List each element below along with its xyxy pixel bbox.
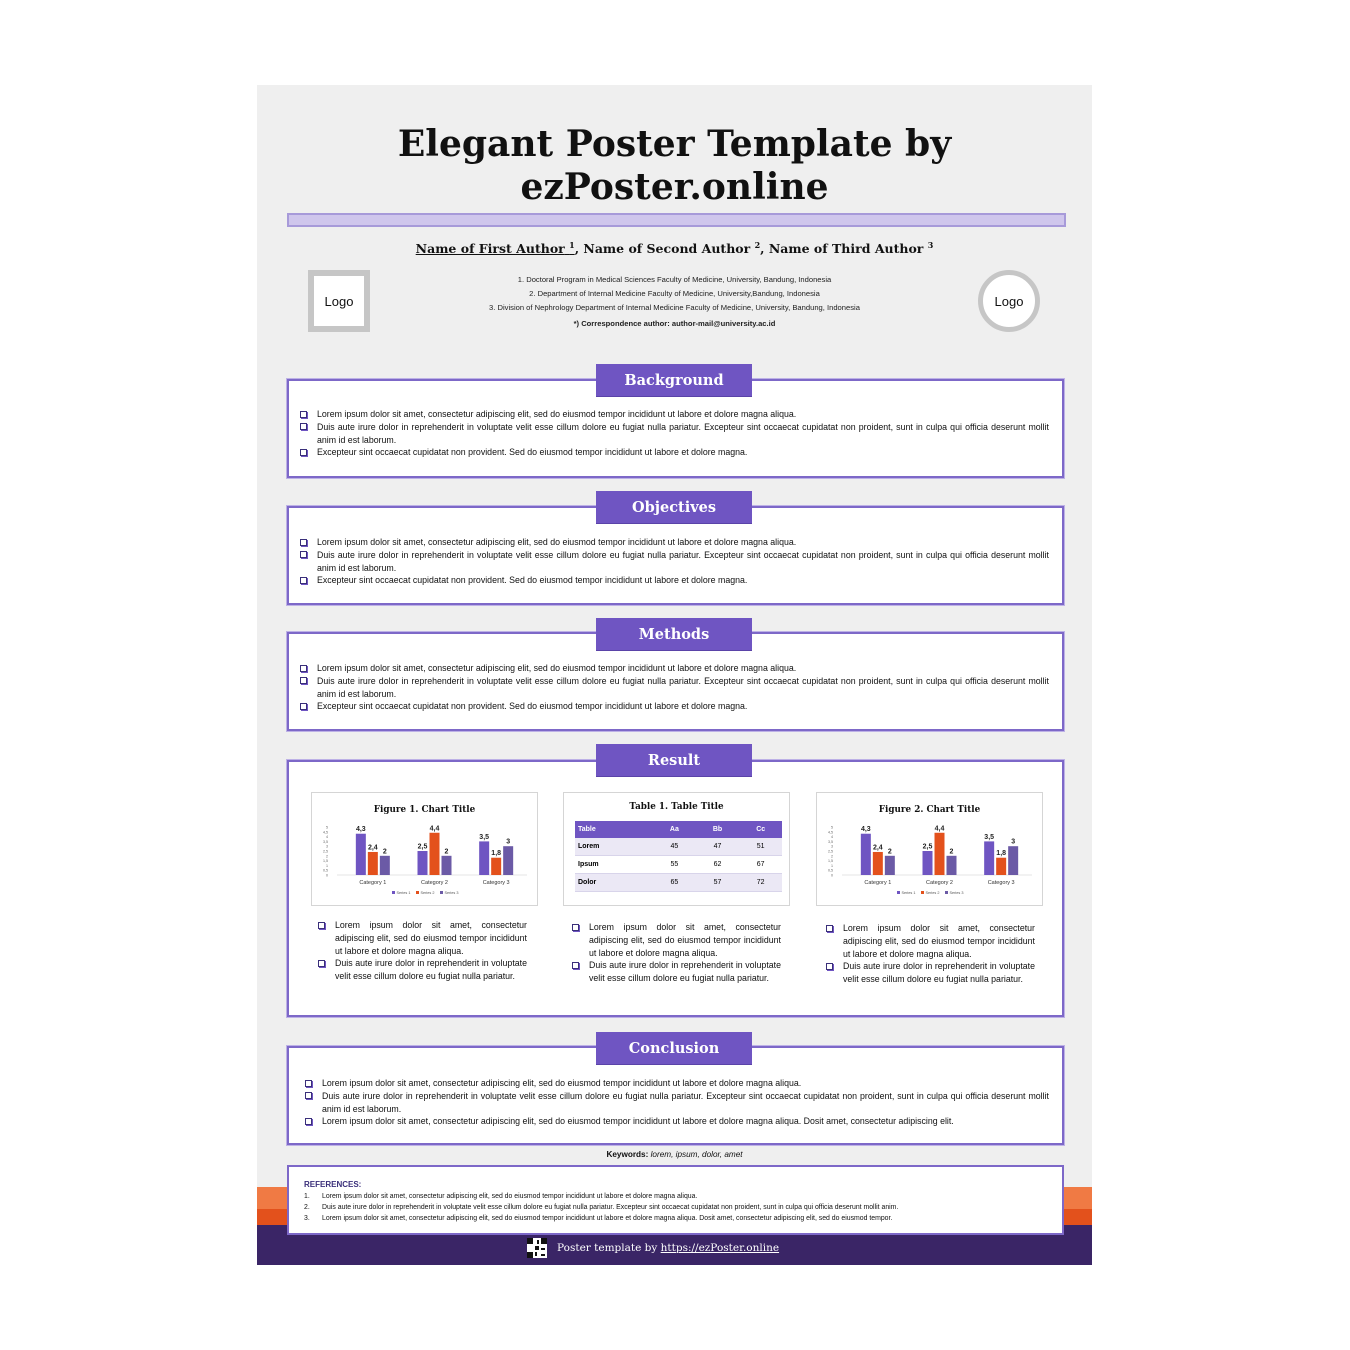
poster-title <box>257 123 1092 209</box>
table-header-cell: Table <box>575 821 653 838</box>
bar-data-label: 1,8 <box>491 850 502 858</box>
logo-left: Logo <box>308 270 370 332</box>
bar <box>984 841 994 875</box>
legend-label: Series 3 <box>949 891 964 895</box>
list-item: Lorem ipsum dolor sit amet, consectetur adipiscing elit, sed do eiusmod tempor incididunt ut labore et dolore magna aliqua. <box>299 662 1049 675</box>
figure-2 <box>816 792 1043 906</box>
table-header-cell: Cc <box>739 821 782 838</box>
legend-swatch <box>440 891 443 894</box>
table-header-cell: Aa <box>653 821 696 838</box>
legend-label: Series 1 <box>396 891 411 895</box>
list-item: Duis aute irure dolor in reprehenderit in voluptate velit esse cillum dolore eu fugiat nulla pariatur. Excepteur sint occaecat cupidatat non proident, sunt in culpa qui officia deserunt mollit anim id est laborum. <box>299 549 1049 575</box>
bar-data-label: 4,4 <box>934 825 945 833</box>
y-tick-label: 3,5 <box>323 839 328 844</box>
reference-item: 1. Lorem ipsum dolor sit amet, consectetur adipiscing elit, sed do eiusmod tempor incididunt ut labore et dolore magna aliqua. <box>304 1193 698 1200</box>
bar <box>418 851 428 875</box>
bar <box>491 858 501 875</box>
bar <box>947 856 957 875</box>
section-heading-objectives: Objectives <box>596 491 752 523</box>
category-label: Category 1 <box>359 880 387 886</box>
result-box <box>287 760 1064 1017</box>
bar-data-label: 3 <box>1011 838 1016 846</box>
title-line-2: ezPoster.online <box>520 166 829 208</box>
reference-item: 3. Lorem ipsum dolor sit amet, consectetur adipiscing elit, sed do eiusmod tempor incididunt ut labore et dolore magna aliqua. Dosit amet, consectetur adipiscing elit, sed do eiusmod tempor. <box>304 1215 893 1222</box>
background-list <box>299 408 1049 459</box>
methods-list <box>299 662 1049 713</box>
table-cell: 55 <box>653 856 696 874</box>
figure-2-title: Figure 2. Chart Title <box>878 805 981 815</box>
legend-label: Series 2 <box>420 891 435 895</box>
bar <box>430 833 440 875</box>
references-list <box>304 1191 1044 1224</box>
list-item: Duis aute irure dolor in reprehenderit in voluptate velit esse cillum dolore eu fugiat nulla pariatur. Excepteur sint occaecat cupidatat non proident, sunt in culpa qui officia deserunt mollit anim id est laborum. <box>299 675 1049 701</box>
bar-data-label: 2,4 <box>872 844 883 852</box>
figure-1-chart <box>312 793 537 905</box>
bar <box>503 846 513 875</box>
bar-data-label: 4,3 <box>860 826 871 834</box>
bar <box>923 851 933 875</box>
author-line: Name of First Author $^1$, Name of Second Author $^2$, Name of Third Author $^3$ <box>415 240 934 257</box>
bar-data-label: 3,5 <box>479 833 490 841</box>
table-cell: 62 <box>696 856 740 874</box>
legend-swatch <box>897 891 900 894</box>
bar-data-label: 1,8 <box>996 850 1007 858</box>
table-cell: Lorem <box>575 838 653 856</box>
footer-prefix: Poster template by <box>557 1242 661 1254</box>
table-header-cell: Bb <box>696 821 740 838</box>
y-tick-label: 0 <box>326 873 328 878</box>
y-tick-label: 5 <box>326 825 328 830</box>
y-tick-label: 4,5 <box>323 830 328 835</box>
legend-label: Series 2 <box>925 891 940 895</box>
y-tick-label: 1,5 <box>828 859 833 864</box>
bar-data-label: 3,5 <box>984 833 995 841</box>
list-item: Duis aute irure dolor in reprehenderit in voluptate velit esse cillum dolore eu fugiat nulla pariatur. <box>317 957 527 983</box>
y-tick-label: 0,5 <box>828 868 833 873</box>
category-label: Category 3 <box>482 880 510 886</box>
bar-data-label: 2,5 <box>922 843 933 851</box>
y-tick-label: 4 <box>831 835 833 840</box>
figure-2-chart <box>817 793 1042 905</box>
table-row <box>575 874 782 892</box>
list-item: Lorem ipsum dolor sit amet, consectetur adipiscing elit, sed do eiusmod tempor incididunt ut labore et dolore magna aliqua. <box>304 1077 1049 1090</box>
affiliation-1: 1. Doctoral Program in Medical Sciences Faculty of Medicine, University, Bandung, Indonesia <box>517 275 832 284</box>
bar-data-label: 2,4 <box>367 844 378 852</box>
category-label: Category 2 <box>926 880 953 886</box>
affiliations <box>377 273 972 331</box>
third-author: Name of Third Author $^3$ <box>768 240 934 257</box>
section-heading-background: Background <box>596 364 752 396</box>
bar-data-label: 2 <box>949 848 954 856</box>
y-tick-label: 3 <box>831 844 833 849</box>
conclusion-list <box>304 1077 1049 1128</box>
legend-label: Series 3 <box>444 891 459 895</box>
list-item: Excepteur sint occaecat cupidatat non provident. Sed do eiusmod tempor incididunt ut labore et dolore magna. <box>299 574 1049 587</box>
bar-data-label: 3 <box>506 838 511 846</box>
y-tick-label: 4,5 <box>828 830 833 835</box>
bar <box>885 856 895 875</box>
y-tick-label: 0 <box>831 873 833 878</box>
bar-data-label: 4,4 <box>429 825 440 833</box>
footer-link[interactable]: https://ezPoster.online <box>660 1242 780 1254</box>
footer-credit <box>557 1242 779 1254</box>
list-item: Excepteur sint occaecat cupidatat non provident. Sed do eiusmod tempor incididunt ut labore et dolore magna. <box>299 700 1049 713</box>
legend-swatch <box>392 891 395 894</box>
affiliation-3: 3. Division of Nephrology Department of Internal Medicine Faculty of Medicine, University, Bandung, Indonesia <box>489 303 860 312</box>
result-list-1 <box>317 919 527 983</box>
figure-1-title: Figure 1. Chart Title <box>373 805 476 815</box>
bar-data-label: 2,5 <box>417 843 428 851</box>
y-tick-label: 1 <box>326 863 328 868</box>
legend-swatch <box>945 891 948 894</box>
table-row <box>575 856 782 874</box>
keywords-label: Keywords: <box>606 1150 649 1159</box>
list-item: Lorem ipsum dolor sit amet, consectetur adipiscing elit, sed do eiusmod tempor incididunt ut labore et dolore magna aliqua. <box>317 919 527 957</box>
keywords-value: lorem, ipsum, dolor, amet <box>650 1150 743 1159</box>
table-row <box>575 838 782 856</box>
list-item: Lorem ipsum dolor sit amet, consectetur adipiscing elit, sed do eiusmod tempor incididunt ut labore et dolore magna aliqua. <box>571 921 781 959</box>
list-item: Duis aute irure dolor in reprehenderit in voluptate velit esse cillum dolore eu fugiat nulla pariatur. <box>571 959 781 985</box>
keywords <box>257 1150 1092 1159</box>
y-tick-label: 0,5 <box>323 868 328 873</box>
y-tick-label: 3,5 <box>828 839 833 844</box>
correspondence: *) Correspondence author: author-mail@university.ac.id <box>573 319 776 328</box>
bar <box>479 841 489 875</box>
bar-data-label: 4,3 <box>355 826 366 834</box>
table-1-title: Table 1. Table Title <box>629 802 724 812</box>
list-item: Lorem ipsum dolor sit amet, consectetur adipiscing elit, sed do eiusmod tempor incididunt ut labore et dolore magna aliqua. Dosit amet, consectetur adipiscing elit. <box>304 1115 1049 1128</box>
section-heading-methods: Methods <box>596 618 752 650</box>
y-tick-label: 1,5 <box>323 859 328 864</box>
table-1-panel <box>563 792 790 906</box>
bar <box>380 856 390 875</box>
section-heading-result: Result <box>596 744 752 776</box>
table-cell: 47 <box>696 838 740 856</box>
bar <box>368 852 378 875</box>
y-tick-label: 2,5 <box>828 849 833 854</box>
y-tick-label: 4 <box>326 835 328 840</box>
affiliation-2: 2. Department of Internal Medicine Faculty of Medicine, University,Bandung, Indonesia <box>529 289 820 298</box>
bar-data-label: 2 <box>444 848 449 856</box>
list-item: Lorem ipsum dolor sit amet, consectetur adipiscing elit, sed do eiusmod tempor incididunt ut labore et dolore magna aliqua. <box>299 536 1049 549</box>
bar <box>935 833 945 875</box>
table-1 <box>575 821 782 892</box>
table-cell: Ipsum <box>575 856 653 874</box>
table-cell: Dolor <box>575 874 653 892</box>
title-underline-bar <box>287 213 1066 227</box>
list-item: Duis aute irure dolor in reprehenderit in voluptate velit esse cillum dolore eu fugiat nulla pariatur. Excepteur sint occaecat cupidatat non proident, sunt in culpa qui officia deserunt mollit anim id est laborum. <box>304 1090 1049 1116</box>
list-item: Lorem ipsum dolor sit amet, consectetur adipiscing elit, sed do eiusmod tempor incididunt ut labore et dolore magna aliqua. <box>299 408 1049 421</box>
poster <box>257 85 1092 1265</box>
list-item: Excepteur sint occaecat cupidatat non provident. Sed do eiusmod tempor incididunt ut labore et dolore magna. <box>299 446 1049 459</box>
qr-code-icon <box>527 1238 547 1258</box>
category-label: Category 2 <box>421 880 448 886</box>
bar <box>356 834 366 875</box>
bar-data-label: 2 <box>887 848 892 856</box>
y-tick-label: 2 <box>326 854 328 859</box>
category-label: Category 3 <box>987 880 1015 886</box>
category-label: Category 1 <box>864 880 892 886</box>
legend-swatch <box>416 891 419 894</box>
first-author: Name of First Author $^1$ <box>415 240 575 257</box>
references-box <box>287 1165 1064 1235</box>
logo-right: Logo <box>978 270 1040 332</box>
bar-data-label: 2 <box>382 848 387 856</box>
reference-item: 2. Duis aute irure dolor in reprehenderit in voluptate velit esse cillum dolore eu fugiat nulla pariatur. Excepteur sint occaecat cupidatat non proident, sunt in culpa qui officia deserunt mollit anim. <box>304 1204 899 1211</box>
table-cell: 65 <box>653 874 696 892</box>
bar <box>861 834 871 875</box>
result-list-3 <box>825 922 1035 986</box>
y-tick-label: 3 <box>326 844 328 849</box>
table-cell: 57 <box>696 874 740 892</box>
y-tick-label: 1 <box>831 863 833 868</box>
section-heading-conclusion: Conclusion <box>596 1032 752 1064</box>
table-cell: 51 <box>739 838 782 856</box>
table-cell: 72 <box>739 874 782 892</box>
y-tick-label: 5 <box>831 825 833 830</box>
second-author: Name of Second Author $^2$ <box>583 240 761 257</box>
table-cell: 45 <box>653 838 696 856</box>
bar <box>442 856 452 875</box>
list-item: Duis aute irure dolor in reprehenderit in voluptate velit esse cillum dolore eu fugiat nulla pariatur. Excepteur sint occaecat cupidatat non proident, sunt in culpa qui officia deserunt mollit anim id est laborum. <box>299 421 1049 447</box>
objectives-list <box>299 536 1049 587</box>
bar <box>996 858 1006 875</box>
title-line-1: Elegant Poster Template by <box>397 123 952 165</box>
y-tick-label: 2,5 <box>323 849 328 854</box>
y-tick-label: 2 <box>831 854 833 859</box>
figure-1 <box>311 792 538 906</box>
result-list-2 <box>571 921 781 985</box>
references-heading: REFERENCES: <box>304 1180 362 1189</box>
table-cell: 67 <box>739 856 782 874</box>
list-item: Lorem ipsum dolor sit amet, consectetur adipiscing elit, sed do eiusmod tempor incididunt ut labore et dolore magna aliqua. <box>825 922 1035 960</box>
bar <box>1008 846 1018 875</box>
list-item: Duis aute irure dolor in reprehenderit in voluptate velit esse cillum dolore eu fugiat nulla pariatur. <box>825 960 1035 986</box>
legend-label: Series 1 <box>901 891 916 895</box>
bar <box>873 852 883 875</box>
legend-swatch <box>921 891 924 894</box>
